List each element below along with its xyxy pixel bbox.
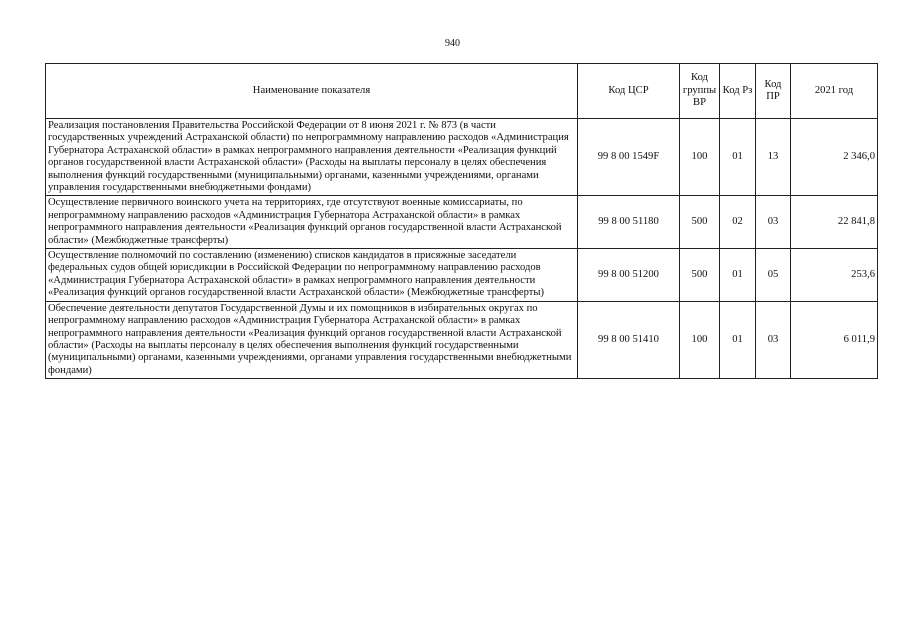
row-csr: 99 8 00 51200 xyxy=(578,249,680,302)
table-header-row xyxy=(46,64,878,119)
row-csr: 99 8 00 51180 xyxy=(578,196,680,249)
row-name: Обеспечение деятельности депутатов Государственной Думы и их помощников в избирательных округах по непрограммному направлению расходов «Администрация Губернатора Астраханской области» в рамках непрограммного направления деятельности «Реализация функций органов государственной власти Астраханской области» (Расходы на выплаты персоналу в целях обеспечения выполнения функций государственными (муниципальными) органами, казенными учреждениями, органами управления государственными внебюджетными фондами) xyxy=(46,301,578,378)
row-pr: 03 xyxy=(756,196,791,249)
row-amount: 2 346,0 xyxy=(791,119,878,196)
row-pr: 05 xyxy=(756,249,791,302)
row-rz: 02 xyxy=(720,196,756,249)
row-pr: 13 xyxy=(756,119,791,196)
table-row xyxy=(46,196,878,249)
budget-table xyxy=(45,63,878,379)
table-row xyxy=(46,119,878,196)
page-number: 940 xyxy=(445,38,460,49)
row-csr: 99 8 00 51410 xyxy=(578,301,680,378)
header-year: 2021 год xyxy=(791,64,878,119)
row-vr: 500 xyxy=(680,196,720,249)
header-name: Наименование показателя xyxy=(46,64,578,119)
header-pr: Код ПР xyxy=(756,64,791,119)
row-pr: 03 xyxy=(756,301,791,378)
table-row xyxy=(46,301,878,378)
row-name: Реализация постановления Правительства Российской Федерации от 8 июня 2021 г. № 873 (в части государственных учреждений Астраханской области) по непрограммному направлению расходов «Администрация Губернатора Астраханской области» в рамках непрограммного направления деятельности «Реализация функций органов государственной власти Астраханской области» (Расходы на выплаты персоналу в целях обеспечения выполнения функций государственными (муниципальными) органами, казенными учреждениями, органами управления государственными внебюджетными фондами) xyxy=(46,119,578,196)
header-rz: Код Рз xyxy=(720,64,756,119)
row-amount: 253,6 xyxy=(791,249,878,302)
header-vr: Код группы ВР xyxy=(680,64,720,119)
row-rz: 01 xyxy=(720,249,756,302)
row-vr: 100 xyxy=(680,301,720,378)
row-vr: 100 xyxy=(680,119,720,196)
row-name: Осуществление первичного воинского учета на территориях, где отсутствуют военные комиссариаты, по непрограммному направлению расходов «Администрация Губернатора Астраханской области» в рамках непрограммного направления деятельности «Реализация функций органов государственной власти Астраханской области» (Межбюджетные трансферты) xyxy=(46,196,578,249)
row-name: Осуществление полномочий по составлению (изменению) списков кандидатов в присяжные заседатели федеральных судов общей юрисдикции в Российской Федерации по непрограммному направлению расходов «Администрация Губернатора Астраханской области» в рамках непрограммного направления деятельности «Реализация функций органов государственной власти Астраханской области» (Межбюджетные трансферты) xyxy=(46,249,578,302)
row-rz: 01 xyxy=(720,301,756,378)
row-amount: 22 841,8 xyxy=(791,196,878,249)
header-csr: Код ЦСР xyxy=(578,64,680,119)
row-rz: 01 xyxy=(720,119,756,196)
row-vr: 500 xyxy=(680,249,720,302)
table-row xyxy=(46,249,878,302)
row-csr: 99 8 00 1549F xyxy=(578,119,680,196)
row-amount: 6 011,9 xyxy=(791,301,878,378)
